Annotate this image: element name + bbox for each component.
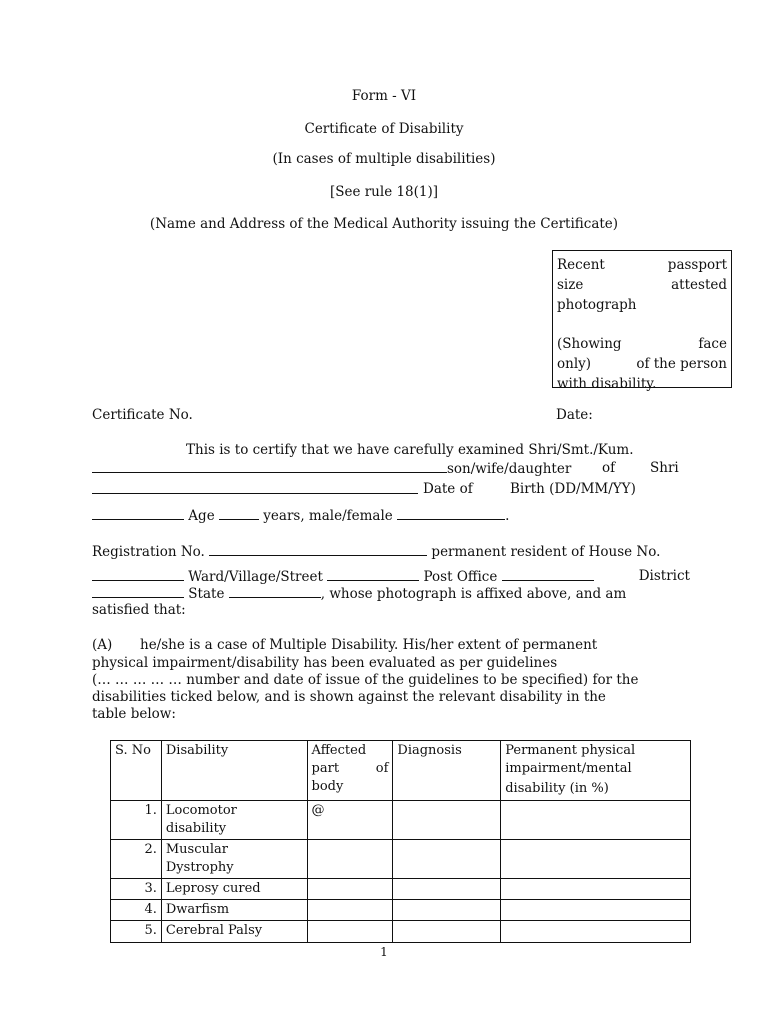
state-label: State (188, 586, 225, 602)
header-text: body (311, 779, 344, 794)
row-percentage[interactable] (501, 879, 691, 900)
photo-box-text: Recent (557, 257, 605, 273)
age-line (92, 507, 509, 524)
relation-label: son/wife/daughter (447, 461, 572, 477)
photo-box-text: face (698, 336, 727, 352)
para-a-label: (A) (92, 637, 113, 653)
post-office-label: Post Office (423, 569, 498, 585)
guardian-name-blank[interactable] (92, 481, 418, 494)
name-blank[interactable] (92, 460, 447, 473)
resident-label: permanent resident of House No. (431, 544, 661, 560)
gender-blank[interactable] (397, 507, 505, 520)
row-affected-part[interactable] (307, 921, 393, 943)
header-text: disability (in %) (505, 781, 609, 796)
row-diagnosis[interactable] (393, 900, 501, 921)
photo-box-text: with disability. (557, 376, 657, 392)
disability-table (110, 740, 691, 943)
row-percentage[interactable] (501, 840, 691, 879)
age-blank[interactable] (219, 507, 259, 520)
row-disability (161, 801, 307, 840)
photo-box-text: size (557, 277, 584, 293)
photo-box-text: passport (667, 257, 727, 273)
row-affected-part[interactable] (307, 900, 393, 921)
house-number-blank[interactable] (92, 568, 184, 581)
photo-box-text: photograph (557, 297, 637, 313)
row-diagnosis[interactable] (393, 921, 501, 943)
birth-label: Birth (DD/MM/YY) (510, 481, 636, 497)
state-line (92, 585, 690, 602)
row-disability: Cerebral Palsy (161, 921, 307, 943)
header-permanent-disability (501, 741, 691, 801)
disability-name: Muscular (165, 842, 229, 857)
header-disability: Disability (161, 741, 307, 801)
name-line (92, 460, 690, 477)
row-sno: 4. (111, 900, 162, 921)
dob-line (92, 481, 690, 498)
row-disability (161, 840, 307, 879)
header-text: of (375, 761, 389, 776)
certificate-subtitle: (In cases of multiple disabilities) (272, 151, 496, 167)
header-sno: S. No (111, 741, 162, 801)
date-of-label: Date of (423, 481, 473, 497)
photo-affixed-text: , whose photograph is affixed above, and am (320, 586, 627, 602)
table-row (111, 879, 691, 900)
table-header-row (111, 741, 691, 801)
row-percentage[interactable] (501, 801, 691, 840)
medical-authority-line: (Name and Address of the Medical Authority issuing the Certificate) (149, 216, 619, 232)
district-blank[interactable] (92, 585, 184, 598)
row-diagnosis[interactable] (393, 801, 501, 840)
row-affected-part[interactable] (307, 840, 393, 879)
row-sno: 3. (111, 879, 162, 900)
header-affected-part (307, 741, 393, 801)
header-diagnosis: Diagnosis (393, 741, 501, 801)
header-text: Permanent physical (505, 743, 636, 758)
header-text: impairment/mental (505, 761, 632, 776)
row-diagnosis[interactable] (393, 879, 501, 900)
table-row (111, 840, 691, 879)
photo-box-text: of the person (636, 356, 727, 372)
years-label: years, male/female (263, 508, 393, 524)
row-sno: 5. (111, 921, 162, 943)
row-sno: 2. (111, 840, 162, 879)
row-affected-part[interactable]: @ (307, 801, 393, 840)
table-row (111, 900, 691, 921)
form-number: Form - VI (351, 88, 417, 104)
period-text: . (505, 508, 510, 524)
district-label: District (638, 568, 690, 584)
row-percentage[interactable] (501, 900, 691, 921)
intro-text: This is to certify that we have carefully examined Shri/Smt./Kum. (186, 442, 634, 458)
ward-label: Ward/Village/Street (188, 569, 323, 585)
photo-box-text: (Showing (557, 336, 622, 352)
disability-name: Dystrophy (165, 860, 234, 875)
registration-label: Registration No. (92, 544, 205, 560)
ward-blank[interactable] (327, 568, 419, 581)
para-a-line: table below: (92, 706, 176, 722)
age-label: Age (188, 508, 215, 524)
of-label: of (602, 460, 616, 476)
para-a-line: physical impairment/disability has been evaluated as per guidelines (92, 655, 558, 671)
photo-box-text: attested (671, 277, 727, 293)
row-percentage[interactable] (501, 921, 691, 943)
disability-name: disability (165, 821, 227, 836)
address-line (92, 568, 690, 585)
date-label: Date: (556, 407, 593, 423)
state-blank[interactable] (229, 585, 321, 598)
certificate-title: Certificate of Disability (304, 121, 464, 137)
page-number: 1 (380, 945, 388, 959)
registration-blank[interactable] (209, 543, 427, 556)
row-affected-part[interactable] (307, 879, 393, 900)
row-diagnosis[interactable] (393, 840, 501, 879)
table-row (111, 921, 691, 943)
satisfied-text: satisfied that: (92, 602, 186, 618)
shri-label: Shri (650, 460, 679, 476)
header-text: part (311, 761, 340, 776)
para-a-line: disabilities ticked below, and is shown against the relevant disability in the (92, 689, 606, 705)
photo-box-text: only) (557, 356, 592, 372)
row-disability: Leprosy cured (161, 879, 307, 900)
post-office-blank[interactable] (502, 568, 594, 581)
para-a-line: (… … … … … number and date of issue of the guidelines to be specified) for the (92, 672, 639, 688)
disability-name: Locomotor (165, 803, 237, 818)
table-row (111, 801, 691, 840)
header-text: Affected (311, 743, 367, 758)
age-prefix-blank[interactable] (92, 507, 184, 520)
row-sno: 1. (111, 801, 162, 840)
photograph-box (552, 250, 732, 392)
row-disability: Dwarfism (161, 900, 307, 921)
registration-line (92, 543, 660, 560)
rule-reference: [See rule 18(1)] (329, 184, 439, 200)
certificate-number-label: Certificate No. (92, 407, 193, 423)
para-a-line: he/she is a case of Multiple Disability. His/her extent of permanent (140, 637, 598, 653)
